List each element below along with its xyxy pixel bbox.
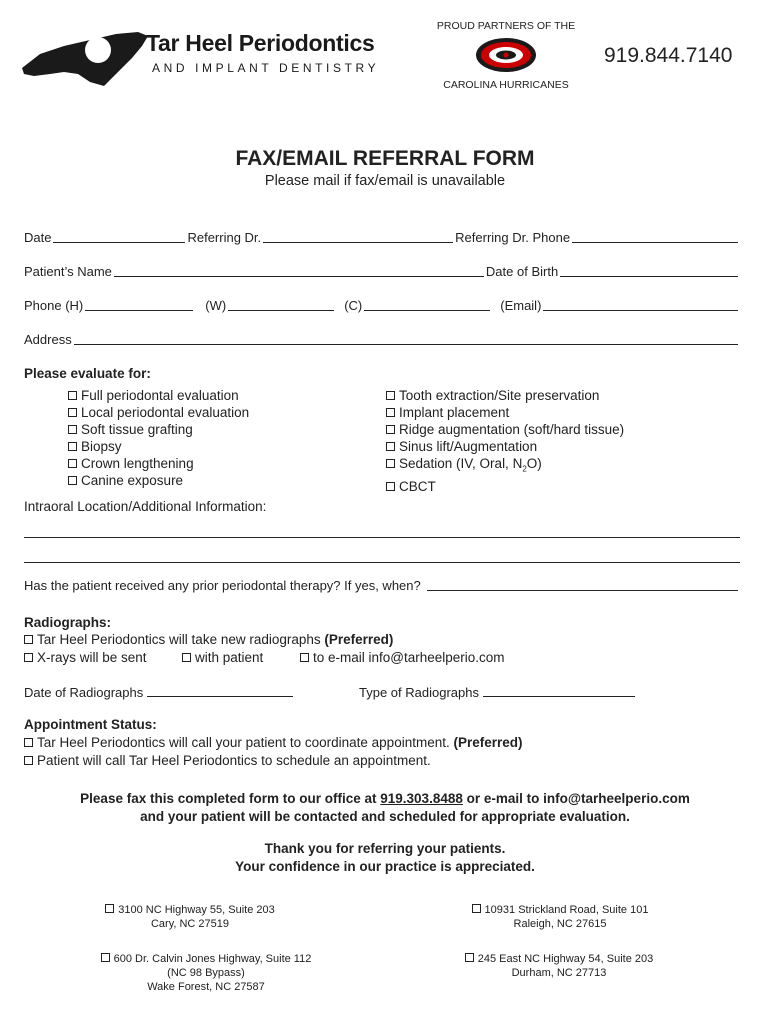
checkbox[interactable] — [24, 738, 33, 747]
thanks-line-2: Your confidence in our practice is appreciated. — [235, 859, 535, 874]
radiograph-option-sent[interactable]: X-rays will be sent — [24, 649, 147, 666]
partner-top-text: PROUD PARTNERS OF THE — [436, 20, 576, 32]
radiograph-date-group — [24, 683, 293, 700]
checkbox[interactable] — [68, 459, 77, 468]
logo-name: Tar Heel Periodontics — [146, 30, 375, 56]
email-label: (Email) — [500, 298, 542, 313]
prior-therapy-field[interactable] — [427, 579, 738, 591]
checkbox[interactable] — [182, 653, 191, 662]
checkbox[interactable] — [105, 904, 114, 913]
radiograph-type-label: Type of Radiographs — [359, 685, 479, 700]
fax-number-link[interactable]: 919.303.8488 — [380, 791, 463, 806]
patient-name-field[interactable] — [114, 265, 484, 277]
eval-option[interactable]: Biopsy — [68, 438, 249, 455]
eval-option[interactable]: Soft tissue grafting — [68, 421, 249, 438]
checkbox[interactable] — [68, 476, 77, 485]
hurricanes-logo-icon — [474, 36, 538, 74]
checkbox[interactable] — [386, 425, 395, 434]
eval-option[interactable]: Sinus lift/Augmentation — [386, 438, 624, 455]
fax-note — [0, 790, 770, 826]
sedation-subscript: 2 — [522, 464, 527, 474]
checkbox[interactable] — [68, 408, 77, 417]
row-date-referring — [24, 230, 740, 245]
checkbox[interactable] — [300, 653, 309, 662]
radiograph-option-email[interactable]: to e-mail info@tarheelperio.com — [300, 649, 505, 666]
phone-work-label: (W) — [205, 298, 227, 313]
checkbox[interactable] — [386, 391, 395, 400]
eval-option[interactable]: Full periodontal evaluation — [68, 387, 249, 404]
eval-option[interactable]: Canine exposure — [68, 472, 249, 489]
radiograph-date-field[interactable] — [147, 683, 293, 697]
checkbox[interactable] — [386, 459, 395, 468]
eval-option[interactable]: Implant placement — [386, 404, 624, 421]
fax-note-line-2: and your patient will be contacted and scheduled for appropriate evaluation. — [140, 809, 630, 824]
radiograph-option-new[interactable]: Tar Heel Periodontics will take new radiographs (Preferred) — [24, 631, 393, 648]
checkbox[interactable] — [386, 482, 395, 491]
checkbox[interactable] — [68, 425, 77, 434]
hurricanes-logo — [474, 36, 538, 74]
intraoral-label: Intraoral Location/Additional Information: — [24, 499, 267, 514]
row-prior-therapy — [24, 578, 740, 593]
checkbox[interactable] — [101, 953, 110, 962]
practice-logo — [20, 28, 400, 90]
checkbox[interactable] — [386, 442, 395, 451]
intraoral-line-2[interactable] — [24, 562, 740, 563]
radiograph-type-group — [359, 683, 635, 700]
prior-therapy-label: Has the patient received any prior periodontal therapy? If yes, when? — [24, 578, 421, 593]
practice-phone: 919.844.7140 — [604, 44, 733, 67]
radiograph-option-with-patient[interactable]: with patient — [182, 649, 263, 666]
appointment-heading: Appointment Status: — [24, 717, 157, 732]
location-raleigh[interactable]: 10931 Strickland Road, Suite 101 Raleigh, NC 27615 — [440, 903, 680, 931]
checkbox[interactable] — [68, 391, 77, 400]
eval-option[interactable]: Local periodontal evaluation — [68, 404, 249, 421]
checkbox[interactable] — [386, 408, 395, 417]
appointment-option-patient-call[interactable]: Patient will call Tar Heel Periodontics to schedule an appointment. — [24, 752, 431, 769]
logo-subtitle: AND IMPLANT DENTISTRY — [152, 61, 380, 75]
evaluate-right-list — [386, 387, 624, 495]
thanks-line-1: Thank you for referring your patients. — [264, 841, 506, 856]
eval-option[interactable]: Crown lengthening — [68, 455, 249, 472]
patient-name-label: Patient’s Name — [24, 264, 112, 279]
phone-home-label: Phone (H) — [24, 298, 84, 313]
eval-option[interactable]: Tooth extraction/Site preservation — [386, 387, 624, 404]
dob-label: Date of Birth — [485, 264, 559, 279]
eval-option[interactable]: Ridge augmentation (soft/hard tissue) — [386, 421, 624, 438]
evaluate-heading: Please evaluate for: — [24, 366, 151, 381]
checkbox[interactable] — [24, 635, 33, 644]
row-phones — [24, 298, 740, 313]
referring-dr-label: Referring Dr. — [187, 230, 262, 245]
row-address — [24, 332, 740, 347]
referring-dr-field[interactable] — [263, 231, 453, 243]
checkbox[interactable] — [68, 442, 77, 451]
nc-state-icon — [20, 28, 150, 90]
fax-note-line-1: Please fax this completed form to our office at 919.303.8488 or e-mail to info@tarheelperio.com — [80, 791, 690, 806]
address-field[interactable] — [74, 333, 738, 345]
referring-phone-field[interactable] — [572, 231, 738, 243]
location-wake-forest[interactable]: 600 Dr. Calvin Jones Highway, Suite 112 (NC 98 Bypass) Wake Forest, NC 27587 — [68, 952, 344, 994]
date-field[interactable] — [53, 231, 185, 243]
address-label: Address — [24, 332, 72, 347]
location-cary[interactable]: 3100 NC Highway 55, Suite 203 Cary, NC 27519 — [70, 903, 310, 931]
eval-option[interactable]: CBCT — [386, 478, 624, 495]
thanks-note — [0, 840, 770, 876]
radiograph-date-label: Date of Radiographs — [24, 685, 144, 700]
appointment-option-practice-call[interactable]: Tar Heel Periodontics will call your patient to coordinate appointment. (Preferred) — [24, 734, 523, 751]
checkbox[interactable] — [472, 904, 481, 913]
checkbox[interactable] — [465, 953, 474, 962]
row-patient — [24, 264, 740, 279]
evaluate-left-list — [68, 387, 249, 489]
form-subtitle: Please mail if fax/email is unavailable — [264, 173, 506, 189]
email-field[interactable] — [543, 299, 738, 311]
checkbox[interactable] — [24, 653, 33, 662]
phone-work-field[interactable] — [228, 299, 334, 311]
referring-phone-label: Referring Dr. Phone — [455, 230, 571, 245]
phone-cell-label: (C) — [344, 298, 363, 313]
phone-cell-field[interactable] — [364, 299, 490, 311]
phone-home-field[interactable] — [85, 299, 193, 311]
intraoral-line-1[interactable] — [24, 537, 740, 538]
eval-option[interactable]: Sedation (IV, Oral, $N_2O$) — [386, 455, 624, 478]
location-durham[interactable]: 245 East NC Highway 54, Suite 203 Durham, NC 27713 — [436, 952, 682, 980]
partner-bottom-text: CAROLINA HURRICANES — [443, 79, 569, 91]
checkbox[interactable] — [24, 756, 33, 765]
date-label: Date — [24, 230, 52, 245]
form-title: FAX/EMAIL REFERRAL FORM — [235, 147, 535, 170]
radiograph-type-field[interactable] — [483, 683, 635, 697]
radiographs-heading: Radiographs: — [24, 615, 112, 630]
dob-field[interactable] — [560, 265, 738, 277]
